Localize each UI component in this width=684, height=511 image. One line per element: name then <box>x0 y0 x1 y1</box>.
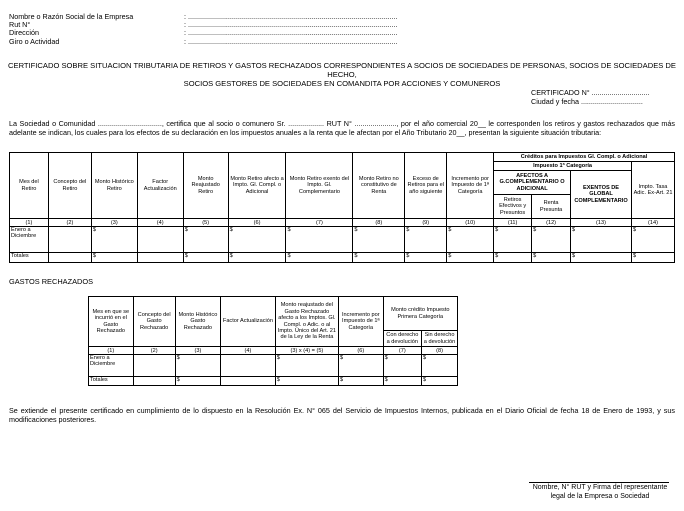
column-number-row: (1) (2) (3) (4) (5) (6) (7) (8) (9) (10) (11) (12) (13) (14) <box>10 219 675 227</box>
certificate-info <box>531 88 650 106</box>
field-value: : ......................................................................................................... <box>184 12 398 21</box>
col-header-10: Incremento por Impuesto de 1ª Categoría <box>447 153 494 219</box>
signature-line-2: legal de la Empresa o Sociedad <box>550 492 650 500</box>
col-header-7: Con derecho a devolución <box>383 331 421 347</box>
col-header-8: Sin derecho a devolución <box>422 331 458 347</box>
row-label: Enero a Diciembre <box>10 227 49 253</box>
col-header-6: Incremento por Impuesto de 1ª Categoría <box>339 297 384 347</box>
field-label: Rut N° <box>9 20 31 30</box>
credits-group-header: Créditos para Impuestos Gl. Compl. o Adicional <box>494 153 675 162</box>
col-header-1: Mes en que se incurrió en el Gasto Rechazado <box>89 297 134 347</box>
totals-label: Totales <box>10 253 49 263</box>
signature-line <box>529 482 669 483</box>
col-header-5: Monto Reajustado Retiro <box>183 153 228 219</box>
col-header-5: Monto reajustado del Gasto Rechazado afecto a los Imptos. Gl. Compl. o Adic. o al Impto. Único del Art. 21 de la Ley de la Renta <box>275 297 338 347</box>
field-label: Dirección <box>9 28 39 38</box>
signature-block <box>522 484 678 501</box>
col-header-4: Factor Actualización <box>137 153 183 219</box>
certificate-number: CERTIFICADO N° ............................. <box>531 88 650 97</box>
col-header-11: Retiros Efectivos y Presuntos <box>494 195 532 219</box>
col-header-2: Concepto del Gasto Rechazado <box>133 297 175 347</box>
totals-row: Totales $ $ $ $ $ <box>89 377 458 386</box>
col-header-3: Monto Histórico Gasto Rechazado <box>175 297 220 347</box>
row-label: Enero a Diciembre <box>89 355 134 377</box>
col-header-12: Renta Presunta <box>532 195 571 219</box>
rejected-expenses-table <box>88 296 458 386</box>
col-header-6: Monto Retiro afecto a Impto. Gl. Compl. o Adicional <box>228 153 286 219</box>
header-field-activity <box>9 38 398 46</box>
col-header-8: Monto Retiro no constitutivo de Renta <box>353 153 405 219</box>
field-label: Giro o Actividad <box>9 36 60 46</box>
col-header-7: Monto Retiro exento del Impto. Gl. Complementario <box>286 153 353 219</box>
col-header-1: Mes del Retiro <box>10 153 49 219</box>
table-row: Enero a Diciembre $ $ $ $ $ $ $ $ $ $ $ <box>10 227 675 253</box>
certificate-city-date: Ciudad y fecha ............................... <box>531 97 643 106</box>
field-value: : ......................................................................................................... <box>184 36 398 46</box>
col-header-2: Concepto del Retiro <box>48 153 91 219</box>
field-value: : ......................................................................................................... <box>184 20 398 30</box>
col-header-13: EXENTOS DE GLOBAL COMPLEMENTARIO <box>571 171 632 219</box>
withdrawals-table <box>9 152 675 263</box>
table-row: Enero a Diciembre $ $ $ $ $ <box>89 355 458 377</box>
col-header-9: Exceso de Retiros para el año siguiente <box>405 153 447 219</box>
field-label: Nombre o Razón Social de la Empresa <box>9 12 134 21</box>
field-value: : ......................................................................................................... <box>184 28 398 38</box>
signature-line-1: Nombre, N° RUT y Firma del representante <box>532 484 668 491</box>
document-title <box>0 61 684 88</box>
col-header-14: Impto. Tasa Adic. Ex-Art. 21 <box>632 162 675 219</box>
credit-group-header: Monto crédito Impuesto Primera Categoría <box>383 297 457 331</box>
section-title-gastos: GASTOS RECHAZADOS <box>9 277 94 286</box>
col-header-3: Monto Histórico Retiro <box>91 153 137 219</box>
title-line-2: SOCIOS GESTORES DE SOCIEDADES EN COMANDITA POR ACCIONES Y COMUNEROS <box>183 79 501 88</box>
column-number-row: (1) (2) (3) (4) (3) x (4) = (5) (6) (7) (8) <box>89 347 458 355</box>
intro-paragraph: La Sociedad o Comunidad ................................, certifica que al socio o comunero Sr. .................. RUT N° ....................., por el año comercial 20__ le corresponden los retiros y gastos rechazados que más adelante se indican, los cuales para los efectos de su declaración en los impuestos anuales a la renta que le afectan por el Año Tributario 20__, presentan la siguiente situación tributaria: <box>9 119 675 137</box>
totals-label: Totales <box>89 377 134 386</box>
first-category-header: Impuesto 1ª Categoría <box>494 162 632 171</box>
totals-row: Totales $ $ $ $ $ $ $ $ $ $ $ <box>10 253 675 263</box>
title-line-1: CERTIFICADO SOBRE SITUACION TRIBUTARIA DE RETIROS Y GASTOS RECHAZADOS CORRESPONDIENTES A SOCIOS DE SOCIEDADES DE PERSONAS, SOCIOS DE SOCIEDADES DE HECHO, <box>8 61 676 79</box>
footer-paragraph: Se extiende el presente certificado en cumplimiento de lo dispuesto en la Resolución Ex. N° 065 del Servicio de Impuestos Internos, publicada en el Diario Oficial de fecha 18 de Enero de 1993, y sus modificaciones posteriores. <box>9 406 675 424</box>
col-header-4: Factor Actualización <box>221 297 276 347</box>
afectos-header: AFECTOS A G.COMPLEMENTARIO O ADICIONAL <box>494 171 571 195</box>
company-header <box>9 13 398 46</box>
